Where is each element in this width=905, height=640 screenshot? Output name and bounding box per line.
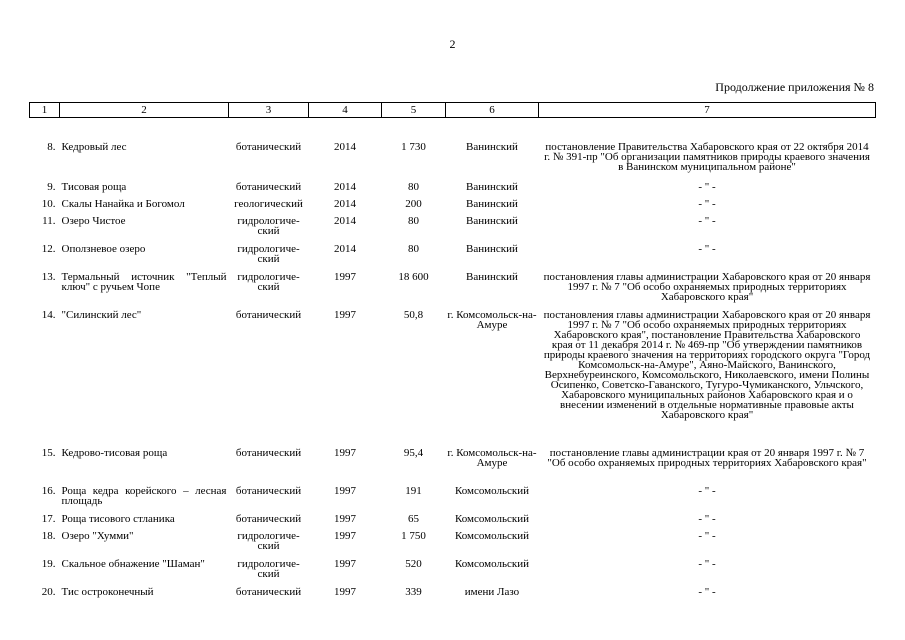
protected-areas-table (29, 102, 876, 604)
legal-document: - " - (698, 558, 716, 570)
legal-document: постановления главы администрации Хабаровского края от 20 января 1997 г. № 7 "Об особо охраняемых природных территориях Хабаровского края" (543, 271, 871, 303)
row-number: 13. (41, 271, 56, 283)
district: Комсомольский (454, 485, 530, 497)
object-profile: геологический (234, 198, 303, 210)
object-name: Кедровый лес (61, 141, 127, 153)
row-number: 15. (41, 447, 56, 459)
year: 1997 (334, 558, 356, 570)
year: 1997 (334, 485, 356, 497)
row-number: 11. (42, 215, 56, 227)
object-profile: ботанический (235, 309, 302, 321)
object-profile: ботанический (235, 181, 302, 193)
row-number: 17. (41, 513, 56, 525)
year: 1997 (334, 309, 356, 321)
district: Комсомольский (454, 513, 530, 525)
area: 95,4 (403, 447, 424, 459)
object-profile: гидрологиче-ский (237, 558, 300, 580)
object-profile: ботанический (235, 447, 302, 459)
table-row (30, 310, 876, 448)
header-row (30, 103, 876, 118)
area: 200 (405, 198, 422, 210)
area: 520 (405, 558, 422, 570)
area: 339 (405, 586, 422, 598)
year: 2014 (334, 243, 356, 255)
object-name: Тисовая роща (61, 181, 127, 193)
row-number: 16. (41, 485, 56, 497)
row-number: 9. (47, 181, 56, 193)
year: 1997 (334, 586, 356, 598)
district: имени Лазо (464, 586, 520, 598)
row-number: 19. (41, 558, 56, 570)
district: Ванинский (466, 243, 518, 255)
column-header: 3 (229, 103, 309, 118)
table-row (30, 486, 876, 514)
object-name: "Силинский лес" (61, 309, 142, 321)
table-row (30, 244, 876, 272)
object-name: Озеро "Хумми" (61, 530, 134, 542)
table-row (30, 199, 876, 216)
year: 2014 (334, 181, 356, 193)
object-name: Скальное обнажение "Шаман" (61, 558, 205, 570)
continuation-label: Продолжение приложения № 8 (715, 80, 874, 94)
area: 1 750 (401, 530, 426, 542)
year: 1997 (334, 513, 356, 525)
object-profile: гидрологиче-ский (237, 530, 300, 552)
area: 18 600 (398, 271, 429, 283)
legal-document: - " - (698, 243, 716, 255)
row-number: 8. (47, 141, 56, 153)
column-header: 6 (446, 103, 539, 118)
object-name: Тис остроконечный (61, 586, 154, 598)
table-row (30, 272, 876, 310)
year: 1997 (334, 447, 356, 459)
legal-document: - " - (698, 215, 716, 227)
column-header: 7 (539, 103, 876, 118)
column-header: 5 (382, 103, 446, 118)
object-name: Кедрово-тисовая роща (61, 447, 168, 459)
object-name: Роща тисового стланика (61, 513, 175, 525)
table-row (30, 142, 876, 182)
row-number: 18. (41, 530, 56, 542)
object-name: Оползневое озеро (61, 243, 146, 255)
table-row (30, 531, 876, 559)
year: 2014 (334, 198, 356, 210)
year: 2014 (334, 215, 356, 227)
object-profile: гидрологиче-ский (237, 243, 300, 265)
object-name: Роща кедра корейского – лесная площадь (61, 485, 227, 507)
legal-document: - " - (698, 198, 716, 210)
district: Ванинский (466, 198, 518, 210)
table-row (30, 559, 876, 587)
area: 65 (408, 513, 419, 525)
object-profile: гидрологиче-ский (237, 271, 300, 293)
district: Ванинский (466, 181, 518, 193)
legal-document: постановление главы администрации края от 20 января 1997 г. № 7 "Об особо охраняемых природных территориях Хабаровского края" (547, 447, 867, 469)
object-name: Скалы Нанайка и Богомол (61, 198, 185, 210)
area: 1 730 (401, 141, 426, 153)
column-header: 4 (309, 103, 382, 118)
area: 80 (408, 243, 419, 255)
table-row (30, 182, 876, 199)
area: 80 (408, 215, 419, 227)
page-number: 2 (449, 37, 456, 51)
object-name: Термальный источник "Теплый ключ" с ручьем Чопе (61, 271, 227, 293)
area: 80 (408, 181, 419, 193)
legal-document: - " - (698, 513, 716, 525)
object-profile: ботанический (235, 485, 302, 497)
object-profile: ботанический (235, 513, 302, 525)
row-number: 12. (41, 243, 56, 255)
legal-document: - " - (698, 181, 716, 193)
legal-document: постановление Правительства Хабаровского края от 22 октября 2014 г. № 391-пр "Об организации памятников природы краевого значения в Ванинском муниципальном районе" (544, 141, 870, 173)
object-profile: гидрологиче-ский (237, 215, 300, 237)
legal-document: - " - (698, 530, 716, 542)
legal-document: - " - (698, 485, 716, 497)
spacer-row (30, 118, 876, 143)
row-number: 10. (41, 198, 56, 210)
table-row (30, 587, 876, 604)
table-row (30, 448, 876, 486)
district: г. Комсомольск-на-Амуре (447, 447, 537, 469)
table-row (30, 514, 876, 531)
table-row (30, 216, 876, 244)
district: Ванинский (466, 271, 518, 283)
column-header: 2 (60, 103, 229, 118)
area: 191 (405, 485, 422, 497)
object-profile: ботанический (235, 141, 302, 153)
year: 1997 (334, 271, 356, 283)
area: 50,8 (403, 309, 424, 321)
year: 2014 (334, 141, 356, 153)
district: Ванинский (466, 215, 518, 227)
legal-document: - " - (698, 586, 716, 598)
object-profile: ботанический (235, 586, 302, 598)
district: г. Комсомольск-на-Амуре (447, 309, 537, 331)
row-number: 14. (41, 309, 56, 321)
column-header: 1 (30, 103, 60, 118)
district: Ванинский (466, 141, 518, 153)
year: 1997 (334, 530, 356, 542)
object-name: Озеро Чистое (61, 215, 126, 227)
row-number: 20. (41, 586, 56, 598)
legal-document: постановления главы администрации Хабаровского края от 20 января 1997 г. № 7 "Об особо охраняемых природных территориях Хабаровского края", постановление Правительства Хабаровского края от 11 декабря 2014 г. № 469-пр "Об утверждении памятников природы краевого значения на территориях городского округа "Город Комсомольск-на-Амуре", Аяно-Майского, Ванинского, Верхнебуреинского, Комсомольского, Николаевского, имени Полины Осипенко, Советско-Гаванского, Тугуро-Чумиканского, Ульчского, Хабаровского муниципальных районов Хабаровского края и о внесении изменений в отдельные нормативные правовые акты Хабаровского края" (543, 309, 871, 421)
district: Комсомольский (454, 530, 530, 542)
district: Комсомольский (454, 558, 530, 570)
